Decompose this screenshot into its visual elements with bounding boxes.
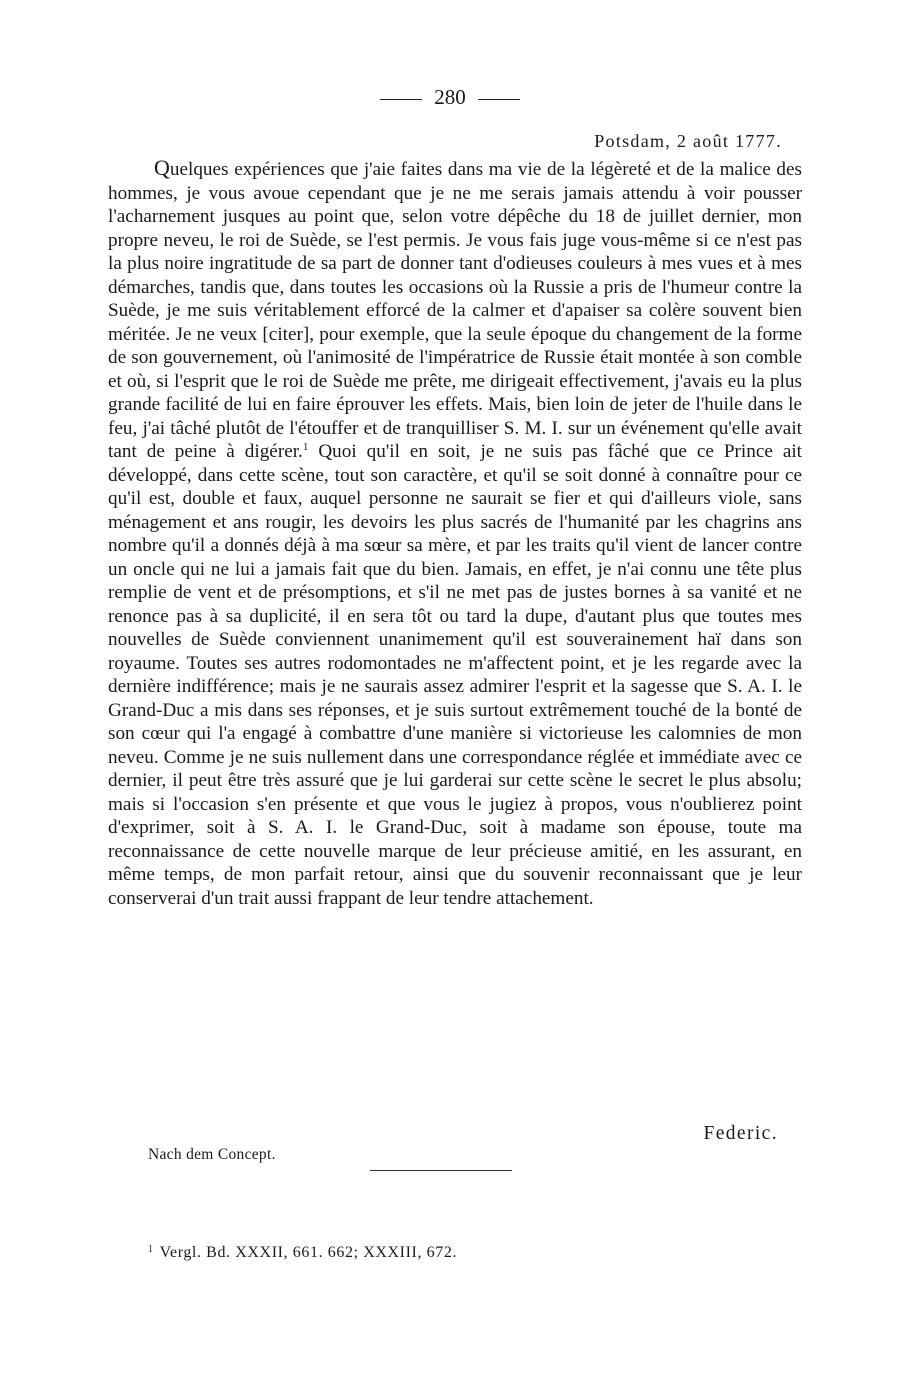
letter-text-part2: Quoi qu'il en soit, je ne suis pas fâché que ce Prince ait développé, dans cette scène, tout son caractère, et qu'il se soit donné à connaître pour ce qu'il est, double et faux, auquel personne ne saurait se fier et qui d'ailleurs viole, sans ménagement et ans rougir, les devoirs les plus sacrés de l'humanité par les chagrins ans nombre qu'il a donnés déjà à ma sœur sa mère, et par les traits qu'il vient de lancer contre un oncle qui ne lui a jamais fait que du bien. Jamais, en effet, je n'ai connu une tête plus remplie de vent et de présomptions, et s'il ne met pas de justes bornes à sa vanité et ne renonce pas à sa duplicité, il en sera tôt ou tard la dupe, d'autant plus que toutes mes nouvelles de Suède conviennent unanimement qu'il est souverainement haï dans son royaume. Toutes ses autres rodomontades ne m'affectent point, et je les regarde avec la dernière indifférence; mais je ne saurais assez admirer l'esprit et la sagesse que S. A. I. le Grand-Duc a mis dans ses réponses, et je suis surtout extrêmement touché de la bonté de son cœur qui l'a engagé à combattre d'une manière si victorieuse les calomnies de mon neveu. Comme je ne suis nullement dans une correspondance réglée et immédiate avec ce dernier, il peut être très assuré que je lui garderai sur cette scène le secret le plus absolu; mais si l'occasion s'en présente et que vous le jugiez à propos, vous n'oublierez point d'exprimer, soit à S. A. I. le Grand-Duc, soit à madame son épouse, toute ma reconnaissance de cette nouvelle marque de leur précieuse amitié, en les assurant, en même temps, de mon parfait retour, ainsi que du souvenir reconnaissant que je leur conserverai d'un trait aussi frappant de leur tendre attachement. bbox=[108, 441, 802, 909]
footnote bbox=[148, 1244, 457, 1262]
source-note: Nach dem Concept. bbox=[148, 1146, 276, 1163]
page-number: 280 bbox=[434, 85, 466, 109]
footnote-text: Vergl. Bd. XXXII, 661. 662; XXXIII, 672. bbox=[159, 1244, 458, 1261]
footnote-separator bbox=[370, 1170, 512, 1171]
letter-text-part1: uelques expériences que j'aie faites dans ma vie de la légèreté et de la malice des hommes, je vous avoue cependant que je ne me serais jamais attendu à voir pousser l'acharnement jusques au point que, selon votre dépêche du 18 de juillet dernier, mon propre neveu, le roi de Suède, se l'est permis. Je vous fais juge vous-même si ce n'est pas la plus noire ingratitude de sa part de donner tant d'odieuses couleurs à mes vues et à mes démarches, tandis que, dans toutes les occasions où la Russie a pris de l'humeur contre la Suède, je me suis véritablement efforcé de la calmer et d'apaiser sa colère souvent bien méritée. Je ne veux [citer], pour exemple, que la seule époque du changement de la forme de son gouvernement, où l'animosité de l'impératrice de Russie était montée à son comble et où, si l'esprit que le roi de Suède me prête, me dirigeait effectivement, j'avais eu la plus grande facilité de lui en faire éprouver les effets. Mais, bien loin de jeter de l'huile dans le feu, j'ai tâché plutôt de l'étouffer et de tranquilliser S. M. I. sur un événement qu'elle avait tant de peine à digérer. bbox=[108, 159, 802, 462]
footnote-reference[interactable]: 1 bbox=[302, 441, 309, 453]
page-header bbox=[0, 84, 900, 110]
letter-paragraph bbox=[108, 156, 802, 910]
letter-body bbox=[108, 156, 802, 910]
header-rule-left bbox=[380, 99, 422, 100]
footnote-marker: 1 bbox=[148, 1244, 154, 1255]
header-rule-right bbox=[478, 99, 520, 100]
letter-dateline: Potsdam, 2 août 1777. bbox=[594, 131, 782, 151]
signature: Federic. bbox=[703, 1123, 778, 1144]
initial-letter: Q bbox=[154, 155, 170, 180]
